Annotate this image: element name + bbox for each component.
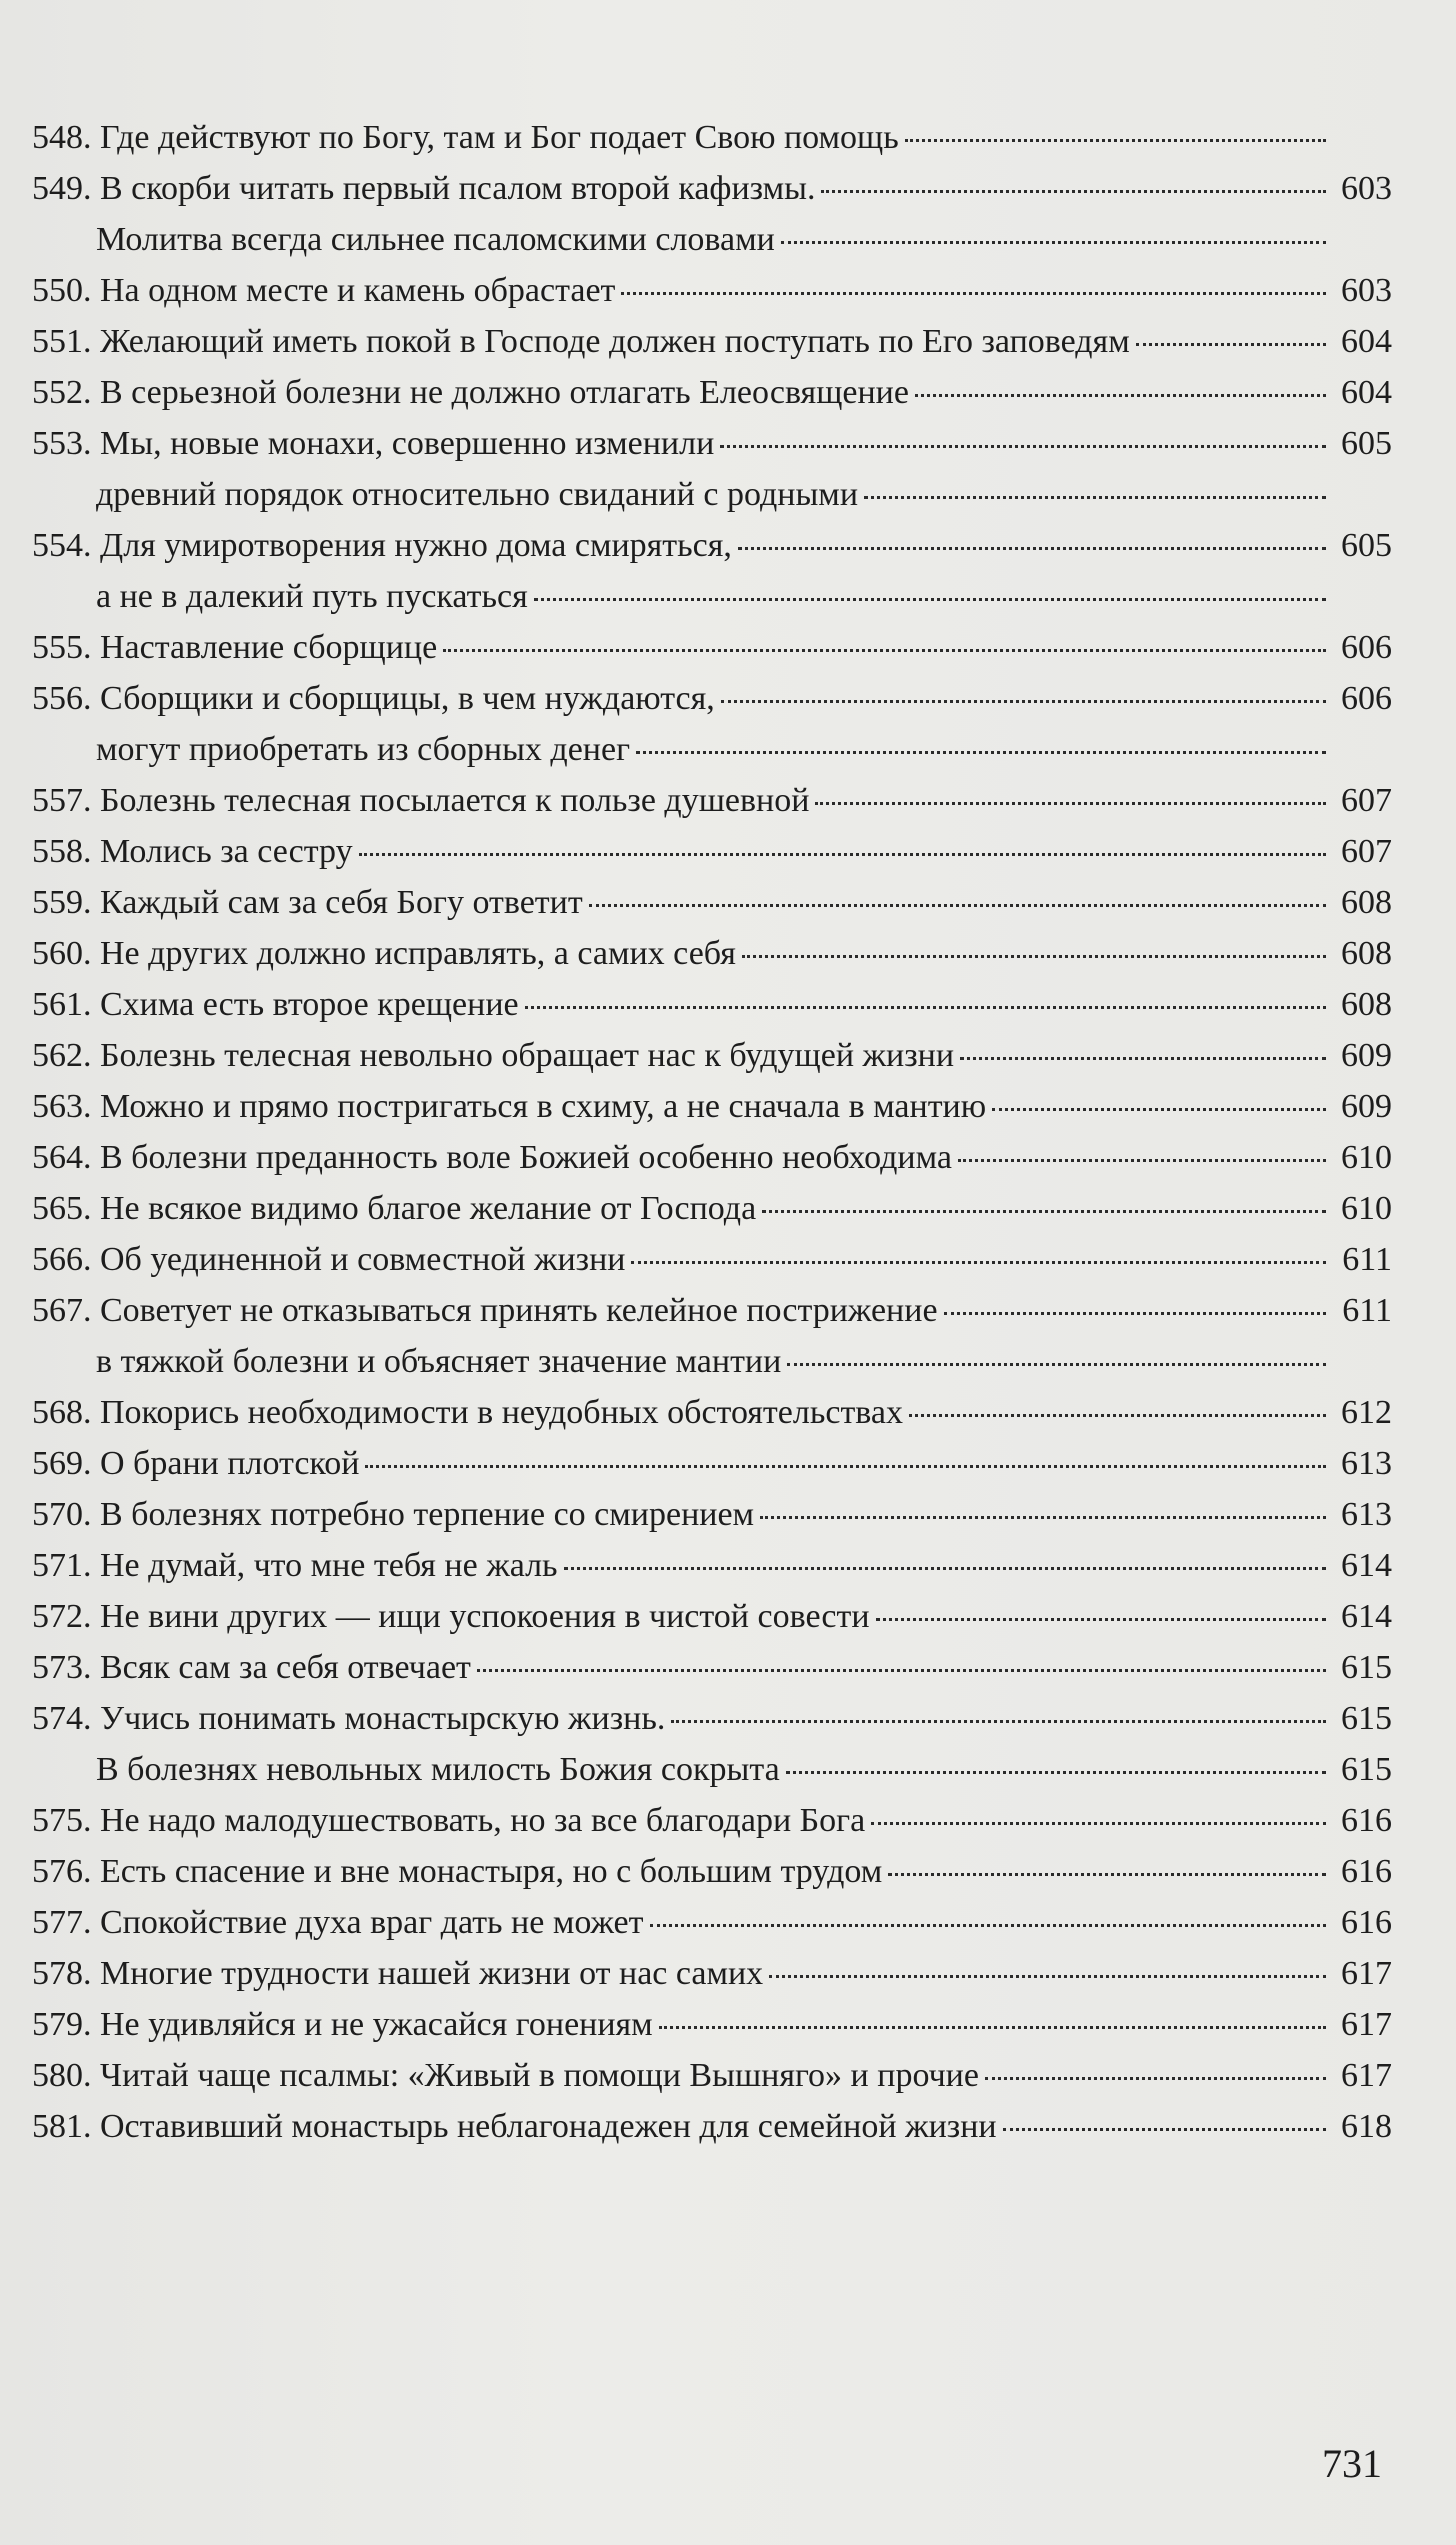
entry-page: 605 bbox=[1341, 527, 1392, 564]
toc-entry bbox=[32, 1948, 1392, 1999]
table-of-contents bbox=[32, 112, 1392, 2152]
toc-entry bbox=[32, 1132, 1392, 1183]
entry-title: Не удивляйся и не ужасайся гонениям bbox=[100, 2006, 653, 2043]
dot-leader bbox=[636, 750, 1326, 754]
toc-entry bbox=[32, 1234, 1392, 1285]
dot-leader bbox=[671, 1719, 1326, 1723]
entry-title: Об уединенной и совместной жизни bbox=[100, 1241, 626, 1278]
toc-line bbox=[32, 163, 1392, 214]
toc-line bbox=[32, 2101, 1392, 2152]
toc-entry bbox=[32, 265, 1392, 316]
toc-line bbox=[32, 1948, 1392, 1999]
entry-title: Молитва всегда сильнее псаломскими словами bbox=[96, 221, 775, 258]
toc-line bbox=[32, 418, 1392, 469]
toc-entry bbox=[32, 418, 1392, 520]
dot-leader bbox=[621, 291, 1326, 295]
entry-title: Советует не отказываться принять келейное пострижение bbox=[100, 1292, 938, 1329]
toc-entry bbox=[32, 1183, 1392, 1234]
toc-entry bbox=[32, 1489, 1392, 1540]
entry-title: Желающий иметь покой в Господе должен поступать по Его заповедям bbox=[100, 323, 1130, 360]
entry-number: 575. bbox=[32, 1802, 92, 1839]
dot-leader bbox=[742, 954, 1326, 958]
toc-entry bbox=[32, 1030, 1392, 1081]
toc-line bbox=[32, 1030, 1392, 1081]
toc-entry bbox=[32, 877, 1392, 928]
toc-line bbox=[32, 622, 1392, 673]
entry-title: Схима есть второе крещение bbox=[100, 986, 519, 1023]
entry-page: 614 bbox=[1341, 1547, 1392, 1584]
dot-leader bbox=[534, 597, 1326, 601]
entry-title: Болезнь телесная невольно обращает нас к будущей жизни bbox=[100, 1037, 955, 1074]
entry-title: О брани плотской bbox=[100, 1445, 360, 1482]
dot-leader bbox=[944, 1311, 1326, 1315]
entry-page: 614 bbox=[1341, 1598, 1392, 1635]
entry-title: Можно и прямо постригаться в схиму, а не сначала в мантию bbox=[100, 1088, 987, 1125]
entry-number: 551. bbox=[32, 323, 92, 360]
entry-title: Не других должно исправлять, а самих себя bbox=[100, 935, 736, 972]
toc-entry bbox=[32, 1438, 1392, 1489]
toc-entry bbox=[32, 979, 1392, 1030]
toc-line bbox=[32, 1132, 1392, 1183]
entry-page: 617 bbox=[1341, 2057, 1392, 2094]
toc-line bbox=[32, 520, 1392, 571]
entry-number: 564. bbox=[32, 1139, 92, 1176]
toc-entry bbox=[32, 367, 1392, 418]
entry-number: 557. bbox=[32, 782, 92, 819]
toc-entry bbox=[32, 826, 1392, 877]
toc-line bbox=[32, 1846, 1392, 1897]
entry-page: 616 bbox=[1341, 1802, 1392, 1839]
entry-number: 550. bbox=[32, 272, 92, 309]
entry-number: 568. bbox=[32, 1394, 92, 1431]
toc-entry bbox=[32, 1846, 1392, 1897]
dot-leader bbox=[1136, 342, 1326, 346]
entry-number: 559. bbox=[32, 884, 92, 921]
entry-number: 570. bbox=[32, 1496, 92, 1533]
toc-line bbox=[32, 265, 1392, 316]
toc-line bbox=[32, 1336, 1392, 1387]
entry-title: Не всякое видимо благое желание от Господа bbox=[100, 1190, 757, 1227]
dot-leader bbox=[786, 1770, 1326, 1774]
entry-page: 611 bbox=[1342, 1241, 1392, 1278]
dot-leader bbox=[815, 801, 1326, 805]
entry-title: В болезни преданность воле Божией особенно необходима bbox=[100, 1139, 952, 1176]
dot-leader bbox=[525, 1005, 1326, 1009]
entry-number: 566. bbox=[32, 1241, 92, 1278]
dot-leader bbox=[787, 1362, 1326, 1366]
toc-line bbox=[32, 928, 1392, 979]
entry-number: 569. bbox=[32, 1445, 92, 1482]
entry-page: 615 bbox=[1341, 1751, 1392, 1788]
entry-title: Оставивший монастырь неблагонадежен для семейной жизни bbox=[100, 2108, 997, 2145]
entry-page: 607 bbox=[1341, 782, 1392, 819]
dot-leader bbox=[909, 1413, 1326, 1417]
toc-line bbox=[32, 1234, 1392, 1285]
entry-number: 556. bbox=[32, 680, 92, 717]
dot-leader bbox=[659, 2025, 1326, 2029]
entry-page: 618 bbox=[1341, 2108, 1392, 2145]
toc-entry bbox=[32, 163, 1392, 265]
dot-leader bbox=[443, 648, 1326, 652]
entry-page: 606 bbox=[1341, 629, 1392, 666]
entry-title: Есть спасение и вне монастыря, но с большим трудом bbox=[100, 1853, 883, 1890]
entry-title: Для умиротворения нужно дома смиряться, bbox=[100, 527, 732, 564]
entry-title: Молись за сестру bbox=[100, 833, 353, 870]
toc-line bbox=[32, 367, 1392, 418]
toc-entry bbox=[32, 1387, 1392, 1438]
entry-page: 615 bbox=[1341, 1649, 1392, 1686]
dot-leader bbox=[359, 852, 1326, 856]
dot-leader bbox=[760, 1515, 1326, 1519]
entry-title: Не надо малодушествовать, но за все благодари Бога bbox=[100, 1802, 866, 1839]
toc-line bbox=[32, 571, 1392, 622]
entry-number: 581. bbox=[32, 2108, 92, 2145]
entry-number: 580. bbox=[32, 2057, 92, 2094]
entry-page: 604 bbox=[1341, 374, 1392, 411]
toc-entry bbox=[32, 1642, 1392, 1693]
entry-page: 607 bbox=[1341, 833, 1392, 870]
toc-line bbox=[32, 1999, 1392, 2050]
entry-number: 576. bbox=[32, 1853, 92, 1890]
entry-number: 565. bbox=[32, 1190, 92, 1227]
toc-line bbox=[32, 1387, 1392, 1438]
dot-leader bbox=[985, 2076, 1326, 2080]
toc-entry bbox=[32, 316, 1392, 367]
entry-number: 572. bbox=[32, 1598, 92, 1635]
toc-entry bbox=[32, 1285, 1392, 1387]
entry-title: Многие трудности нашей жизни от нас самих bbox=[100, 1955, 764, 1992]
entry-title: Где действуют по Богу, там и Бог подает Свою помощь bbox=[100, 119, 899, 156]
dot-leader bbox=[781, 240, 1326, 244]
entry-page: 608 bbox=[1341, 884, 1392, 921]
dot-leader bbox=[365, 1464, 1326, 1468]
toc-line bbox=[32, 469, 1392, 520]
toc-entry bbox=[32, 1081, 1392, 1132]
entry-number: 555. bbox=[32, 629, 92, 666]
toc-line bbox=[32, 316, 1392, 367]
page-number: 731 bbox=[1322, 2441, 1382, 2486]
dot-leader bbox=[769, 1974, 1326, 1978]
dot-leader bbox=[960, 1056, 1326, 1060]
toc-entry bbox=[32, 1795, 1392, 1846]
entry-page: 612 bbox=[1341, 1394, 1392, 1431]
entry-title: могут приобретать из сборных денег bbox=[96, 731, 631, 768]
entry-page: 611 bbox=[1342, 1292, 1392, 1329]
toc-line bbox=[32, 1642, 1392, 1693]
toc-entry bbox=[32, 112, 1392, 163]
toc-entry bbox=[32, 1591, 1392, 1642]
toc-line bbox=[32, 775, 1392, 826]
dot-leader bbox=[864, 495, 1326, 499]
dot-leader bbox=[650, 1923, 1326, 1927]
toc-entry bbox=[32, 622, 1392, 673]
entry-title: Болезнь телесная посылается к пользе душевной bbox=[100, 782, 810, 819]
dot-leader bbox=[564, 1566, 1326, 1570]
toc-line bbox=[32, 826, 1392, 877]
toc-line bbox=[32, 214, 1392, 265]
entry-title: Наставление сборщице bbox=[100, 629, 438, 666]
dot-leader bbox=[721, 699, 1326, 703]
entry-page: 616 bbox=[1341, 1904, 1392, 1941]
toc-line bbox=[32, 1489, 1392, 1540]
entry-number: 561. bbox=[32, 986, 92, 1023]
toc-line bbox=[32, 112, 1392, 163]
dot-leader bbox=[888, 1872, 1326, 1876]
toc-entry bbox=[32, 2101, 1392, 2152]
entry-title: древний порядок относительно свиданий с родными bbox=[96, 476, 859, 513]
entry-number: 579. bbox=[32, 2006, 92, 2043]
entry-page: 613 bbox=[1341, 1445, 1392, 1482]
entry-title: Каждый сам за себя Богу ответит bbox=[100, 884, 583, 921]
toc-entry bbox=[32, 520, 1392, 622]
entry-page: 608 bbox=[1341, 986, 1392, 1023]
dot-leader bbox=[876, 1617, 1326, 1621]
entry-title: В болезнях потребно терпение со смирением bbox=[100, 1496, 755, 1533]
dot-leader bbox=[477, 1668, 1326, 1672]
entry-page: 609 bbox=[1341, 1037, 1392, 1074]
toc-entry bbox=[32, 1540, 1392, 1591]
entry-page: 613 bbox=[1341, 1496, 1392, 1533]
entry-number: 558. bbox=[32, 833, 92, 870]
entry-title: Всяк сам за себя отвечает bbox=[100, 1649, 471, 1686]
entry-title: В скорби читать первый псалом второй кафизмы. bbox=[100, 170, 816, 207]
toc-line bbox=[32, 877, 1392, 928]
entry-number: 549. bbox=[32, 170, 92, 207]
entry-page: 606 bbox=[1341, 680, 1392, 717]
dot-leader bbox=[738, 546, 1326, 550]
dot-leader bbox=[958, 1158, 1326, 1162]
entry-title: Покорись необходимости в неудобных обстоятельствах bbox=[100, 1394, 904, 1431]
toc-line bbox=[32, 1897, 1392, 1948]
entry-title: Читай чаще псалмы: «Живый в помощи Вышняго» и прочие bbox=[100, 2057, 979, 2094]
toc-line bbox=[32, 1081, 1392, 1132]
entry-number: 573. bbox=[32, 1649, 92, 1686]
entry-number: 563. bbox=[32, 1088, 92, 1125]
dot-leader bbox=[720, 444, 1326, 448]
entry-number: 548. bbox=[32, 119, 92, 156]
entry-title: Мы, новые монахи, совершенно изменили bbox=[100, 425, 715, 462]
entry-page: 617 bbox=[1341, 1955, 1392, 1992]
entry-number: 552. bbox=[32, 374, 92, 411]
toc-line bbox=[32, 1591, 1392, 1642]
toc-line bbox=[32, 1744, 1392, 1795]
entry-page: 603 bbox=[1341, 170, 1392, 207]
entry-number: 578. bbox=[32, 1955, 92, 1992]
toc-entry bbox=[32, 928, 1392, 979]
entry-number: 562. bbox=[32, 1037, 92, 1074]
toc-line bbox=[32, 1795, 1392, 1846]
entry-title: В болезнях невольных милость Божия сокрыта bbox=[96, 1751, 780, 1788]
entry-title: Не вини других — ищи успокоения в чистой совести bbox=[100, 1598, 870, 1635]
toc-entry bbox=[32, 1999, 1392, 2050]
entry-number: 554. bbox=[32, 527, 92, 564]
dot-leader bbox=[915, 393, 1326, 397]
dot-leader bbox=[871, 1821, 1326, 1825]
toc-entry bbox=[32, 673, 1392, 775]
dot-leader bbox=[631, 1260, 1326, 1264]
toc-line bbox=[32, 1540, 1392, 1591]
dot-leader bbox=[589, 903, 1326, 907]
entry-number: 567. bbox=[32, 1292, 92, 1329]
entry-page: 610 bbox=[1341, 1139, 1392, 1176]
toc-line bbox=[32, 1693, 1392, 1744]
toc-line bbox=[32, 1285, 1392, 1336]
dot-leader bbox=[762, 1209, 1326, 1213]
entry-page: 605 bbox=[1341, 425, 1392, 462]
entry-title: в тяжкой болезни и объясняет значение мантии bbox=[96, 1343, 782, 1380]
toc-entry bbox=[32, 1693, 1392, 1795]
entry-title: а не в далекий путь пускаться bbox=[96, 578, 528, 615]
entry-number: 574. bbox=[32, 1700, 92, 1737]
toc-entry bbox=[32, 1897, 1392, 1948]
entry-page: 615 bbox=[1341, 1700, 1392, 1737]
entry-number: 553. bbox=[32, 425, 92, 462]
entry-title: Спокойствие духа враг дать не может bbox=[100, 1904, 644, 1941]
entry-title: На одном месте и камень обрастает bbox=[100, 272, 616, 309]
toc-entry bbox=[32, 2050, 1392, 2101]
entry-title: В серьезной болезни не должно отлагать Елеосвящение bbox=[100, 374, 909, 411]
dot-leader bbox=[1003, 2127, 1326, 2131]
dot-leader bbox=[905, 138, 1326, 142]
entry-page: 603 bbox=[1341, 272, 1392, 309]
entry-page: 609 bbox=[1341, 1088, 1392, 1125]
entry-page: 617 bbox=[1341, 2006, 1392, 2043]
toc-line bbox=[32, 673, 1392, 724]
toc-entry bbox=[32, 775, 1392, 826]
toc-line bbox=[32, 724, 1392, 775]
entry-number: 560. bbox=[32, 935, 92, 972]
dot-leader bbox=[821, 189, 1326, 193]
entry-page: 616 bbox=[1341, 1853, 1392, 1890]
entry-number: 577. bbox=[32, 1904, 92, 1941]
entry-page: 604 bbox=[1341, 323, 1392, 360]
entry-title: Не думай, что мне тебя не жаль bbox=[100, 1547, 558, 1584]
toc-line bbox=[32, 1438, 1392, 1489]
toc-line bbox=[32, 979, 1392, 1030]
dot-leader bbox=[992, 1107, 1326, 1111]
entry-page: 608 bbox=[1341, 935, 1392, 972]
entry-title: Учись понимать монастырскую жизнь. bbox=[100, 1700, 666, 1737]
toc-line bbox=[32, 2050, 1392, 2101]
entry-page: 610 bbox=[1341, 1190, 1392, 1227]
toc-line bbox=[32, 1183, 1392, 1234]
entry-number: 571. bbox=[32, 1547, 92, 1584]
entry-title: Сборщики и сборщицы, в чем нуждаются, bbox=[100, 680, 715, 717]
